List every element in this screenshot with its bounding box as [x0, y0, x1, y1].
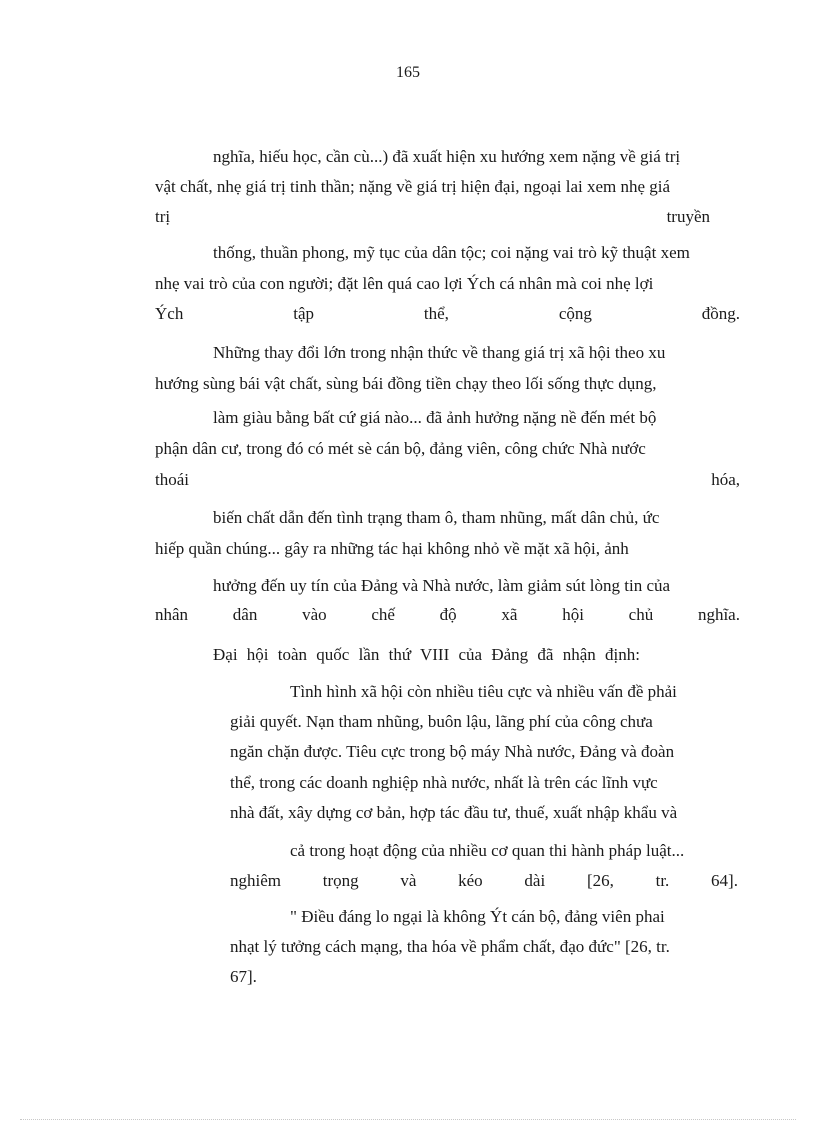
word: đồng. [701, 304, 740, 323]
body-line: phận dân cư, trong đó có mét sè cán bộ, đảng viên, công chức Nhà nước [155, 439, 646, 458]
quote-line: " Điều đáng lo ngại là không Ýt cán bộ, đảng viên phai [290, 907, 665, 926]
word: chế [371, 605, 395, 624]
word: xã [501, 605, 518, 624]
body-line: vật chất, nhẹ giá trị tinh thần; nặng về giá trị hiện đại, ngoại lai xem nhẹ giá [155, 177, 671, 196]
word: độ [439, 605, 457, 624]
body-line: Đại hội toàn quốc lần thứ VIII của Đảng đã nhận định: [213, 645, 640, 664]
word: dài [524, 871, 546, 890]
body-line: nhẹ vai trò của con người; đặt lên quá cao lợi Ých cá nhân mà coi nhẹ lợi [155, 274, 654, 293]
split-word-right: hóa, [711, 470, 740, 489]
word: nghiêm [230, 871, 281, 890]
word: trọng [322, 871, 359, 890]
body-line: hưởng đến uy tín của Đảng và Nhà nước, làm giảm sút lòng tin của [213, 576, 671, 595]
page-bottom-rule [20, 1119, 796, 1120]
word: tr. [655, 871, 670, 890]
word: dân [232, 605, 258, 624]
quote-line: cả trong hoạt động của nhiều cơ quan thi hành pháp luật... [290, 841, 685, 860]
word: chủ [628, 605, 654, 624]
word: Ých [155, 304, 184, 323]
word: thể, [423, 304, 449, 323]
word: hội [562, 605, 584, 624]
word: [26, [586, 871, 614, 890]
body-line: biến chất dẫn đến tình trạng tham ô, tham nhũng, mất dân chủ, ức [213, 508, 660, 527]
word: tập [293, 304, 314, 323]
word: nhân [155, 605, 189, 624]
quote-line: nhạt lý tưởng cách mạng, tha hóa về phẩm chất, đạo đức" [26, tr. [230, 937, 670, 956]
spread-line [155, 604, 740, 626]
body-line [155, 469, 740, 491]
body-line: Những thay đổi lớn trong nhận thức về thang giá trị xã hội theo xu [213, 343, 666, 362]
word: vào [302, 605, 327, 624]
body-line [155, 206, 710, 228]
word: cộng [558, 304, 592, 323]
page-number: 165 [396, 64, 420, 81]
split-word-right: truyền [666, 207, 710, 226]
word: nghĩa. [697, 605, 740, 624]
quote-line [230, 870, 738, 892]
quote-line: nhà đất, xây dựng cơ bản, hợp tác đầu tư, thuế, xuất nhập khẩu và [230, 803, 678, 822]
quote-line: thể, trong các doanh nghiệp nhà nước, nhất là trên các lĩnh vực [230, 773, 658, 792]
spread-line [155, 303, 740, 325]
word: kéo [458, 871, 483, 890]
word: và [400, 871, 417, 890]
quote-line: Tình hình xã hội còn nhiều tiêu cực và nhiều vấn đề phải [290, 682, 677, 701]
word: 64]. [711, 871, 738, 890]
split-word-left: trị [155, 207, 171, 226]
body-line: làm giàu bằng bất cứ giá nào... đã ảnh hưởng nặng nề đến mét bộ [213, 408, 657, 427]
quote-line: giải quyết. Nạn tham nhũng, buôn lậu, lãng phí của công chưa [230, 712, 653, 731]
body-line: nghĩa, hiếu học, cần cù...) đã xuất hiện xu hướng xem nặng về giá trị [213, 147, 681, 166]
quote-line: ngăn chặn được. Tiêu cực trong bộ máy Nhà nước, Đảng và đoàn [230, 742, 675, 761]
quote-line: 67]. [230, 967, 257, 986]
body-line: thống, thuần phong, mỹ tục của dân tộc; coi nặng vai trò kỹ thuật xem [213, 243, 690, 262]
body-line: hiếp quần chúng... gây ra những tác hại không nhỏ về mặt xã hội, ảnh [155, 539, 629, 558]
split-word-left: thoái [155, 470, 189, 489]
body-line: hướng sùng bái vật chất, sùng bái đồng tiền chạy theo lối sống thực dụng, [155, 374, 657, 393]
